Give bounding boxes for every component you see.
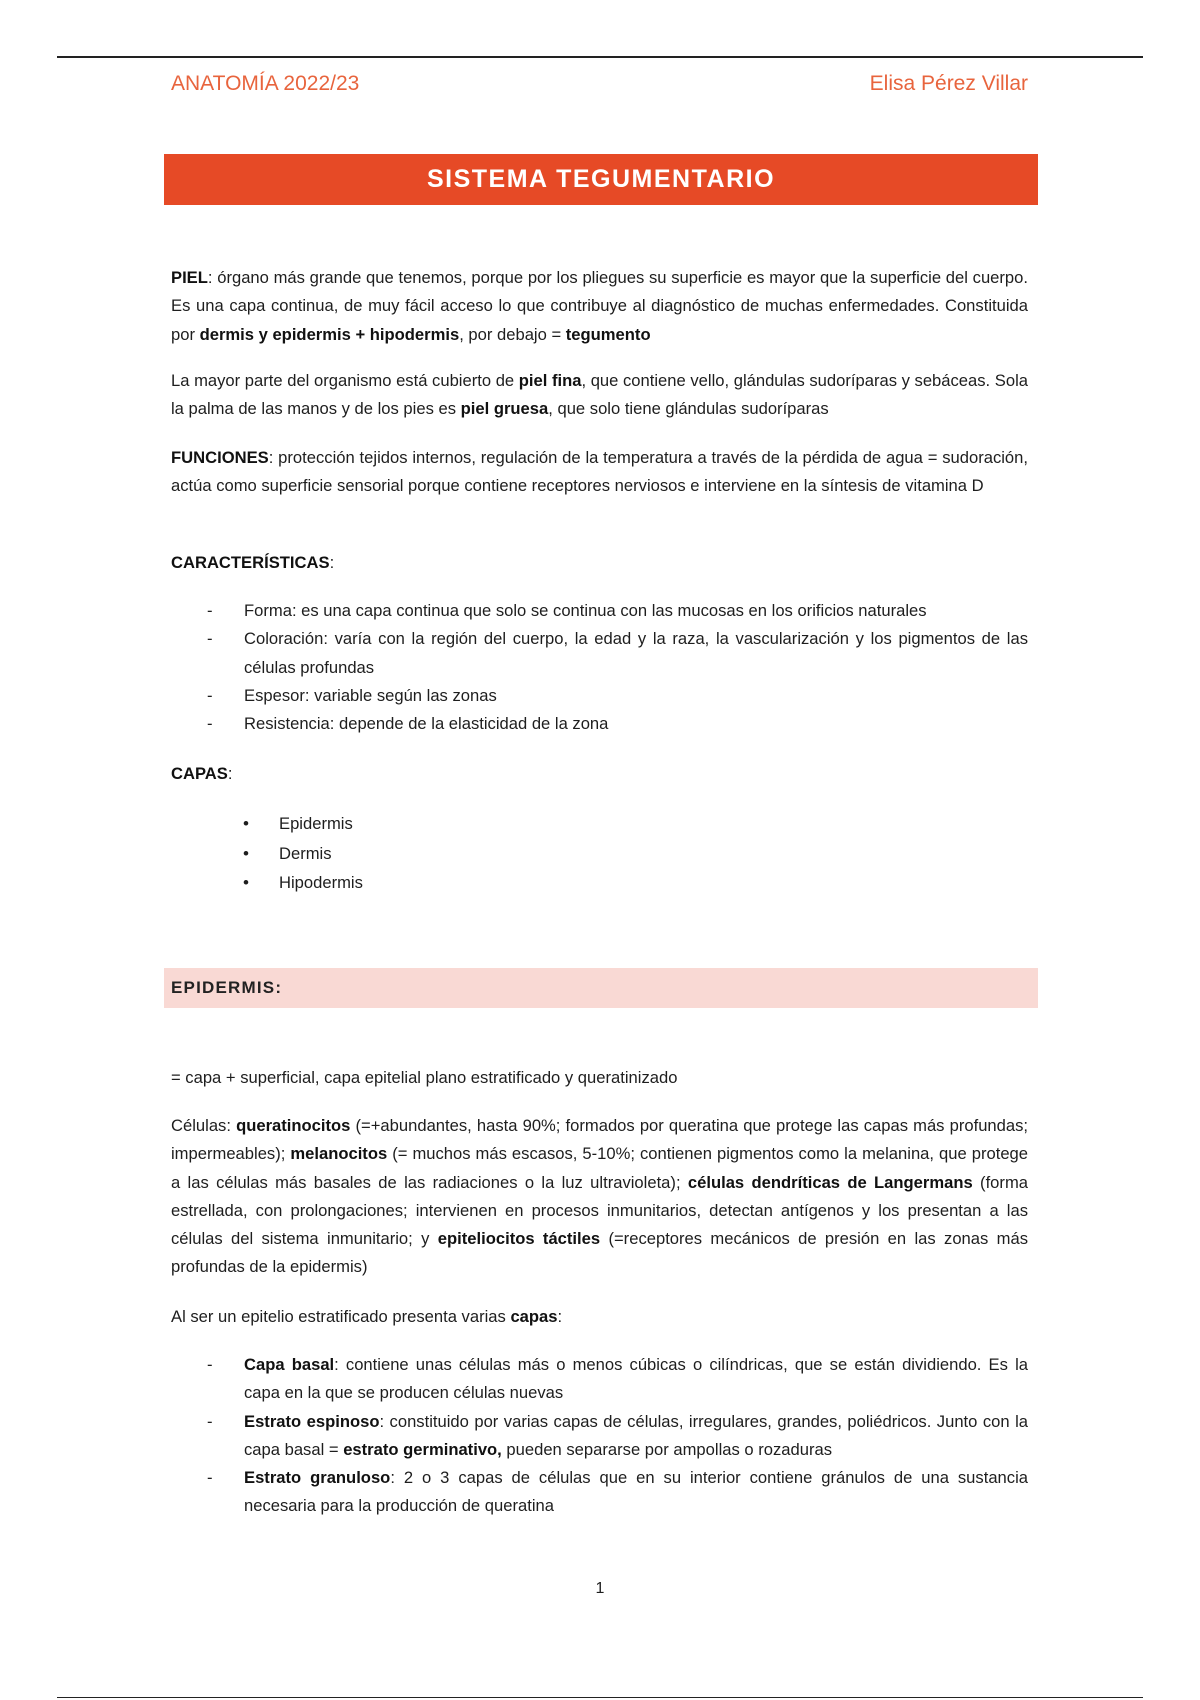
caracteristicas-colon: : bbox=[329, 553, 335, 572]
piel-paragraph bbox=[171, 264, 1028, 349]
cel-text-4: (forma estrellada, con prolongaciones; intervienen en procesos inmunitarios, detectan antígenos y los presentan a las células del sistema inmunitario; y bbox=[171, 1172, 1028, 1249]
page-number: 1 bbox=[595, 1580, 605, 1597]
funciones-label: FUNCIONES bbox=[171, 448, 269, 467]
caracteristicas-list bbox=[171, 597, 1028, 738]
list-item: • Hipodermis bbox=[171, 868, 1028, 898]
list-item bbox=[171, 1408, 1028, 1465]
epidermis-intro bbox=[171, 1064, 1028, 1092]
list-item bbox=[171, 1464, 1028, 1521]
basal-label: Capa basal bbox=[244, 1355, 335, 1374]
list-item: - Resistencia: depende de la elasticidad de la zona bbox=[171, 710, 1028, 738]
header-course: ANATOMÍA 2022/23 bbox=[171, 72, 360, 95]
mayor-bold-2: piel gruesa bbox=[460, 399, 549, 419]
espinoso-text-2: pueden separarse por ampollas o rozaduras bbox=[501, 1439, 833, 1459]
caracteristicas-heading bbox=[171, 549, 1028, 577]
granuloso-text: : 2 o 3 capas de células que en su interior contiene gránulos de una sustancia necesaria para la producción de queratina bbox=[244, 1468, 1028, 1516]
funciones-text: : protección tejidos internos, regulación de la temperatura a través de la pérdida de agua = sudoración, actúa como superficie sensorial porque contiene receptores nerviosos e interviene en la síntesis de vitamina D bbox=[171, 448, 1028, 496]
espinoso-label: Estrato espinoso bbox=[244, 1411, 380, 1431]
capas-label: CAPAS bbox=[171, 764, 228, 783]
page-title: SISTEMA TEGUMENTARIO bbox=[164, 154, 1038, 205]
list-item: • Epidermis bbox=[171, 809, 1028, 839]
cel-text-1: Células: bbox=[171, 1116, 237, 1135]
cel-bold-2: melanocitos bbox=[290, 1144, 388, 1164]
funciones-paragraph bbox=[171, 444, 1028, 501]
epidermis-layers-list bbox=[171, 1351, 1028, 1521]
piel-text-1: : órgano más grande que tenemos, porque por los pliegues su superficie es mayor que la superficie del cuerpo. Es una capa continua, de muy fácil acceso lo que contribuye al diagnóstico de muchas enfermedades. Constituida por bbox=[171, 268, 1028, 344]
cel-bold-4: epiteliocitos táctiles bbox=[437, 1229, 601, 1249]
celulas-paragraph bbox=[171, 1112, 1028, 1282]
cel-bold-3: células dendríticas de Langermans bbox=[687, 1172, 973, 1192]
mayor-bold-1: piel fina bbox=[518, 371, 582, 390]
capas-intro bbox=[171, 1303, 1028, 1331]
page-header bbox=[171, 72, 1028, 96]
piel-bold-2: tegumento bbox=[565, 324, 651, 344]
cel-bold-1: queratinocitos bbox=[236, 1116, 351, 1135]
piel-bold-1: dermis y epidermis + hipodermis bbox=[199, 324, 460, 344]
capas-list bbox=[171, 809, 1028, 898]
capas-heading bbox=[171, 760, 1028, 788]
mayor-text-3: , que solo tiene glándulas sudoríparas bbox=[548, 399, 829, 419]
epidermis-heading: EPIDERMIS: bbox=[164, 968, 1038, 1008]
list-item: - Espesor: variable según las zonas bbox=[171, 682, 1028, 710]
cel-text-5: (=receptores mecánicos de presión en las zonas más profundas de la epidermis) bbox=[171, 1229, 1028, 1277]
list-item bbox=[171, 1351, 1028, 1408]
caracteristicas-label: CARACTERÍSTICAS bbox=[171, 553, 330, 572]
piel-text-2: , por debajo = bbox=[459, 324, 566, 344]
espinoso-bold-2: estrato germinativo, bbox=[343, 1439, 502, 1459]
capas-colon: : bbox=[227, 764, 233, 783]
list-item: • Dermis bbox=[171, 839, 1028, 869]
capas-intro-text-2: : bbox=[557, 1307, 563, 1326]
piel-fina-paragraph bbox=[171, 367, 1028, 424]
list-item: - Forma: es una capa continua que solo se continua con las mucosas en los orificios naturales bbox=[171, 597, 1028, 625]
mayor-text-1: La mayor parte del organismo está cubierto de bbox=[171, 371, 519, 390]
basal-text: : contiene unas células más o menos cúbicas o cilíndricas, que se están dividiendo. Es la capa en la que se producen células nuevas bbox=[244, 1355, 1028, 1403]
mayor-text-2: , que contiene vello, glándulas sudoríparas y sebáceas. Sola la palma de las manos y de los pies es bbox=[171, 371, 1028, 419]
list-item: - Coloración: varía con la región del cuerpo, la edad y la raza, la vascularización y los pigmentos de las células profundas bbox=[171, 625, 1028, 682]
bottom-rule bbox=[57, 1697, 1143, 1698]
top-rule bbox=[57, 56, 1143, 58]
capas-intro-text-1: Al ser un epitelio estratificado presenta varias bbox=[171, 1307, 511, 1326]
header-author: Elisa Pérez Villar bbox=[869, 72, 1028, 95]
granuloso-label: Estrato granuloso bbox=[244, 1468, 391, 1488]
cel-text-2: (=+abundantes, hasta 90%; formados por queratina que protege las capas más profundas; impermeables); bbox=[171, 1116, 1029, 1164]
capas-intro-bold: capas bbox=[510, 1307, 558, 1326]
espinoso-text-1: : constituido por varias capas de células, irregulares, grandes, poliédricos. Junto con la capa basal = bbox=[244, 1411, 1028, 1459]
cel-text-3: (= muchos más escasos, 5-10%; contienen pigmentos como la melanina, que protege a las células más basales de las radiaciones o la luz ultravioleta); bbox=[171, 1144, 1029, 1192]
piel-label: PIEL bbox=[171, 268, 208, 287]
epidermis-intro-text: = capa + superficial, capa epitelial plano estratificado y queratinizado bbox=[171, 1068, 678, 1087]
